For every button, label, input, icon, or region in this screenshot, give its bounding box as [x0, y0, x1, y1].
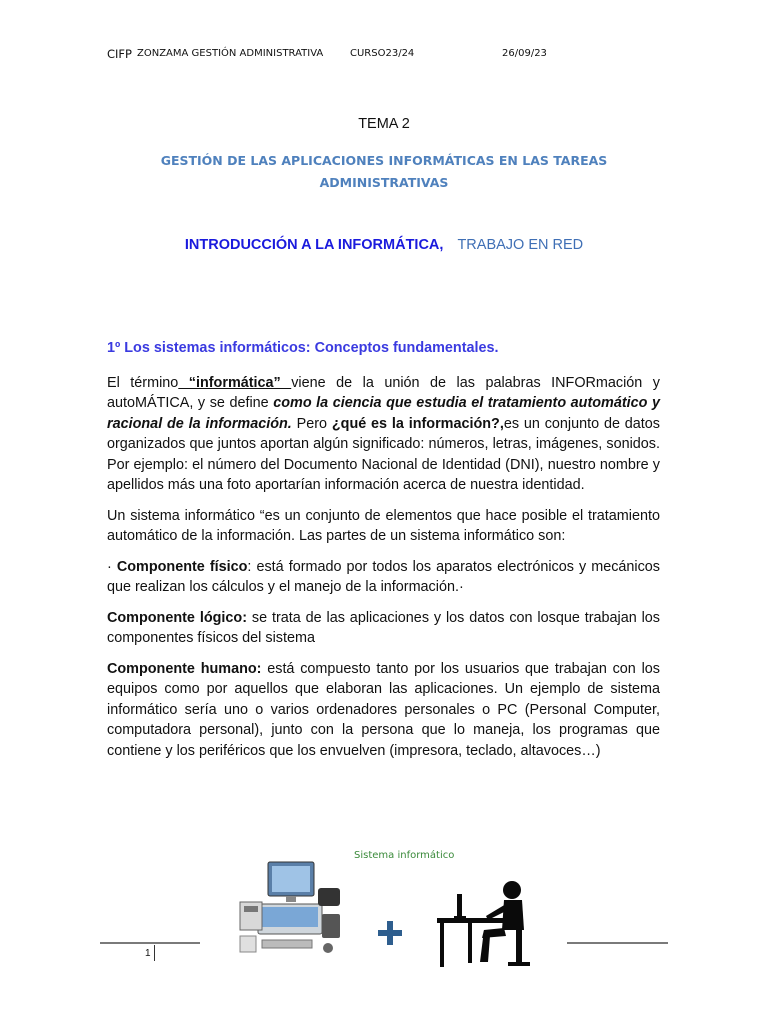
- document-body: [107, 338, 660, 771]
- text-run: : está formado por todos los aparatos electrónicos y mecánicos que realizan los cálculos y el manejo de la información.·: [107, 558, 660, 595]
- computer-equipment-icon: [240, 862, 340, 953]
- plus-icon: [378, 921, 402, 945]
- figure-illustration: [232, 844, 532, 974]
- title-line-1: GESTIÓN DE LAS APLICACIONES INFORMÁTICAS EN LAS TAREAS: [160, 153, 608, 168]
- page-number: 1: [145, 945, 155, 961]
- paragraph-physical: [107, 557, 660, 598]
- system-figure: [232, 844, 532, 974]
- paragraph-logical: [107, 608, 660, 649]
- term-informatica: “informática”: [178, 374, 292, 391]
- tema-label: TEMA 2: [358, 116, 410, 132]
- text-run: El término: [107, 374, 179, 391]
- header-school: ZONZAMA GESTIÓN ADMINISTRATIVA: [137, 48, 324, 59]
- header-date: 26/09/23: [502, 48, 547, 59]
- text-run: es un conjunto de datos organizados que juntos aportan algún significado: números, letras, imágenes, sonidos. Por ejemplo: el número del Documento Nacional de Identidad (DNI), nuestro nombre y apellidos más una foto aportarían información acerca de nuestra identidad.: [107, 415, 660, 493]
- paragraph-human: [107, 659, 660, 762]
- header-course: CURSO23/24: [350, 48, 415, 59]
- figure-title: Sistema informático: [354, 850, 455, 861]
- text-run: se trata de las aplicaciones y los datos con losque trabajan los componentes físicos del sistema: [107, 609, 660, 646]
- term-human: Componente humano:: [107, 660, 262, 677]
- header-cifp: CIFP: [107, 47, 132, 61]
- paragraph-system: Un sistema informático “es un conjunto de elementos que hace posible el tratamiento automático de la información. Las partes de un sistema informático son:: [107, 507, 660, 544]
- intro-heading: [0, 237, 768, 253]
- page-header: [107, 48, 667, 64]
- document-title: [150, 150, 618, 194]
- text-run: viene de la unión de las palabras INFORmación y autoMÁTICA, y se define: [107, 374, 660, 411]
- footer-rule-left: [100, 942, 200, 944]
- text-run: Pero: [291, 415, 332, 432]
- bullet: ·: [107, 558, 117, 575]
- person-at-desk-icon: [437, 881, 530, 967]
- question-emphasis: ¿qué es la información?,: [331, 415, 504, 432]
- paragraph-definition: [107, 373, 660, 496]
- section-heading: 1º Los sistemas informáticos: Conceptos fundamentales.: [107, 340, 499, 356]
- text-run: está compuesto tanto por los usuarios que trabajan con los equipos como por aquellos que elaboran las aplicaciones. Un ejemplo de sistema informático sería uno o varios ordenadores personales o PC (Personal Computer, computadora personal), junto con la persona que lo maneja, los programas que contiene y los periféricos que los envuelven (impresora, teclado, altavoces…): [107, 660, 660, 759]
- term-logical: Componente lógico:: [107, 609, 247, 626]
- intro-part-1: INTRODUCCIÓN A LA INFORMÁTICA,: [184, 237, 444, 253]
- intro-part-2: TRABAJO EN RED: [457, 237, 584, 253]
- title-line-2: ADMINISTRATIVAS: [319, 175, 449, 190]
- term-physical: Componente físico: [116, 558, 248, 575]
- footer-rule-right: [567, 942, 668, 944]
- definition-emphasis: como la ciencia que estudia el tratamiento automático y racional de la información.: [107, 395, 661, 432]
